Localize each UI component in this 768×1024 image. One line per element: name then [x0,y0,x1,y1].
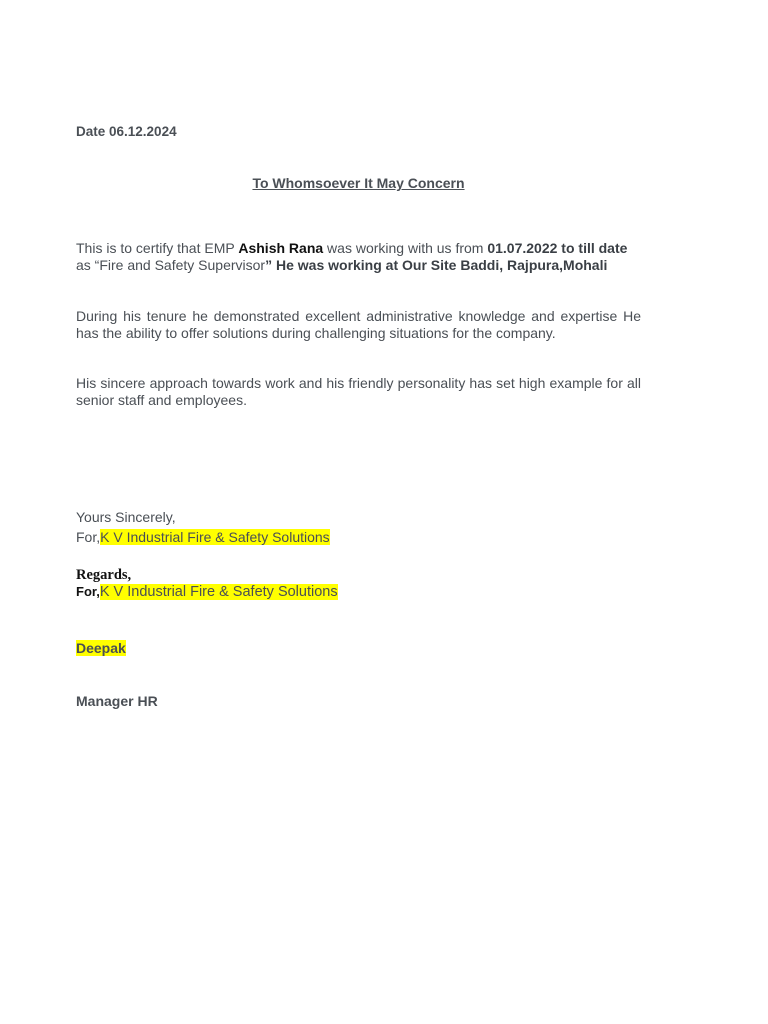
company-name: K V Industrial Fire & Safety Solutions [99,584,338,600]
certification-paragraph [76,240,641,274]
signatory-name [76,640,126,656]
for-company-2 [76,584,338,600]
letter-title: To Whomsoever It May Concern [252,175,465,191]
employee-name: Ashish Rana [238,240,324,256]
for-label: For, [76,584,100,599]
regards: Regards, [76,567,132,583]
p1-designation: as “Fire and Safety Supervisor [76,257,266,273]
for-label: For, [76,529,101,545]
p1-text: was working with us from [323,240,488,256]
employment-period: 01.07.2022 to till date [487,240,628,256]
date-label: Date 06 [76,124,125,139]
p1-text: This is to certify that EMP [76,240,239,256]
approach-paragraph: His sincere approach towards work and his friendly personality has set high example for all senior staff and employees. [76,375,641,408]
designation: Manager HR [76,693,158,709]
date-value: .12.2024 [124,124,177,139]
signatory: Deepak [76,640,126,656]
letter-date [76,124,177,139]
company-name: K V Industrial Fire & Safety Solutions [100,529,330,545]
for-company [76,529,330,545]
closing: Yours Sincerely, [76,509,176,525]
p1-site: ” He was working at Our Site Baddi, Rajpura,Mohali [265,257,608,273]
tenure-paragraph: During his tenure he demonstrated excellent administrative knowledge and expertise He has the ability to offer solutions during challenging situations for the company. [76,308,641,341]
